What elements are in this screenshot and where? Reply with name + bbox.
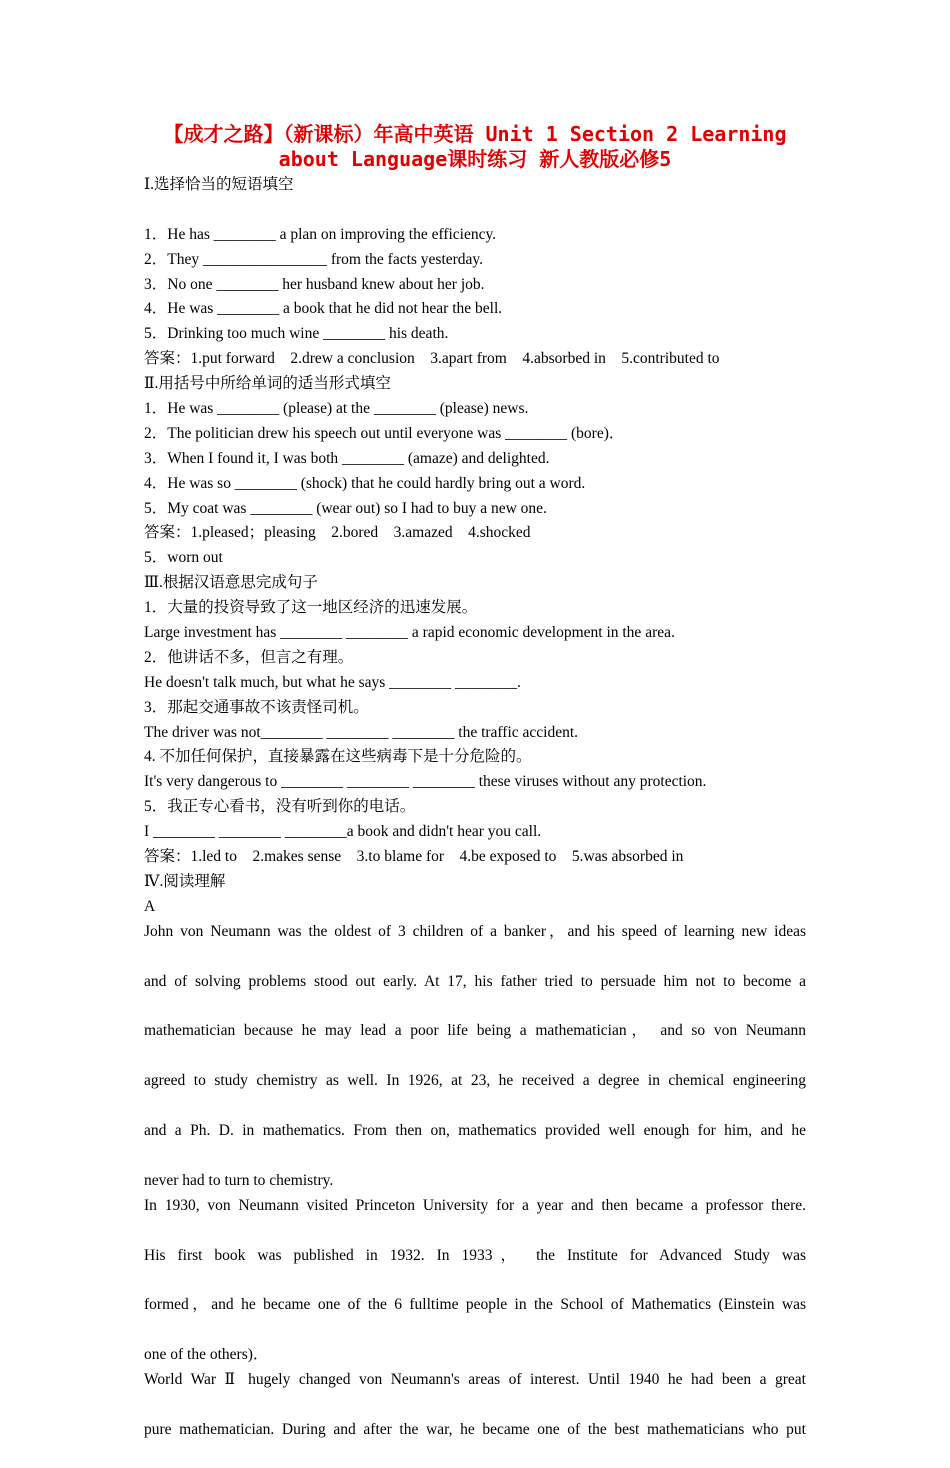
section-2-heading: Ⅱ.用括号中所给单词的适当形式填空 <box>144 375 391 393</box>
section-2-item: 2．The politician drew his speech out until everyone was ________ (bore)． <box>144 424 625 442</box>
document-body <box>144 173 806 1468</box>
section-3-item-en: It's very dangerous to ________ ________ ________ these viruses without any protection. <box>144 773 707 791</box>
section-3-answer: 答案：1.led to 2.makes sense 3.to blame for 4.be exposed to 5.was absorbed in <box>144 848 684 866</box>
paragraph-line: one of the others)． <box>144 1346 269 1364</box>
section-3-item-en: He doesn't talk much, but what he says ________ ________. <box>144 673 521 691</box>
section-3-item-cn: 3．那起交通事故不该责怪司机。 <box>144 698 369 716</box>
section-1-item: 3．No one ________ her husband knew about her job. <box>144 275 485 293</box>
section-1-item: 5．Drinking too much wine ________ his death. <box>144 325 449 343</box>
section-3-item-cn: 4. 不加任何保护，直接暴露在这些病毒下是十分危险的。 <box>144 748 532 766</box>
paragraph-line: agreed to study chemistry as well. In 1926, at 23, he received a degree in chemical engineering <box>144 1072 806 1090</box>
passage-label: A <box>144 897 156 915</box>
spacer <box>144 198 806 223</box>
paragraph-line: and a Ph. D. in mathematics. From then on, mathematics provided well enough for him, and he <box>144 1121 806 1139</box>
paragraph-line: mathematician because he may lead a poor life being a mathematician， and so von Neumann <box>144 1022 806 1040</box>
section-4-heading: Ⅳ.阅读理解 <box>144 872 226 890</box>
paragraph-line: never had to turn to chemistry. <box>144 1171 334 1189</box>
section-1-item: 4．He was ________ a book that he did not hear the bell. <box>144 300 503 318</box>
title-line-2: about Language课时练习 新人教版必修5 <box>278 147 672 171</box>
title-line-1: 【成才之路】（新课标）年高中英语 Unit 1 Section 2 Learning <box>163 122 787 146</box>
paragraph-line: In 1930, von Neumann visited Princeton University for a year and then became a professor there. <box>144 1196 806 1214</box>
paragraph-line: John von Neumann was the oldest of 3 children of a banker，and his speed of learning new ideas <box>144 922 806 940</box>
section-3-item-cn: 2．他讲话不多，但言之有理。 <box>144 648 354 666</box>
passage-paragraph-3 <box>144 1368 806 1468</box>
section-2-item: 4．He was so ________ (shock) that he could hardly bring out a word. <box>144 474 586 492</box>
document-title <box>100 122 850 172</box>
section-3-item-en: The driver was not________ ________ ________ the traffic accident. <box>144 723 579 741</box>
section-2-item: 3．When I found it, I was both ________ (amaze) and delighted. <box>144 449 550 467</box>
paragraph-line: World War Ⅱ hugely changed von Neumann's areas of interest. Until 1940 he had been a great <box>144 1371 806 1389</box>
section-1-item: 2．They ________________ from the facts yesterday. <box>144 250 484 268</box>
section-3-heading: Ⅲ.根据汉语意思完成句子 <box>144 574 318 592</box>
section-3-item-en: I ________ ________ ________a book and didn't hear you call. <box>144 823 542 841</box>
section-2-item: 1．He was ________ (please) at the ________ (please) news. <box>144 400 529 418</box>
section-1-item: 1．He has ________ a plan on improving the efficiency. <box>144 225 497 243</box>
section-2-answer-cont: 5．worn out <box>144 549 223 567</box>
section-3-item-cn: 5．我正专心看书，没有听到你的电话。 <box>144 798 416 816</box>
section-1-answer: 答案：1.put forward 2.drew a conclusion 3.apart from 4.absorbed in 5.contributed to <box>144 350 720 368</box>
paragraph-line: pure mathematician. During and after the war, he became one of the best mathematicians who put <box>144 1420 806 1438</box>
section-3-item-cn: 1．大量的投资导致了这一地区经济的迅速发展。 <box>144 599 478 617</box>
passage-paragraph-2 <box>144 1194 806 1368</box>
section-1-heading: Ⅰ.选择恰当的短语填空 <box>144 176 294 193</box>
section-2-item: 5．My coat was ________ (wear out) so I had to buy a new one. <box>144 499 547 517</box>
section-2-answer: 答案：1.pleased；pleasing 2.bored 3.amazed 4.shocked <box>144 524 531 542</box>
paragraph-line: His first book was published in 1932. In 1933， the Institute for Advanced Study was <box>144 1246 806 1264</box>
section-3-item-en: Large investment has ________ ________ a rapid economic development in the area. <box>144 624 675 642</box>
paragraph-line: formed，and he became one of the 6 fulltime people in the School of Mathematics (Einstein was <box>144 1296 806 1314</box>
passage-paragraph-1 <box>144 920 806 1194</box>
paragraph-line: and of solving problems stood out early. At 17, his father tried to persuade him not to become a <box>144 972 806 990</box>
